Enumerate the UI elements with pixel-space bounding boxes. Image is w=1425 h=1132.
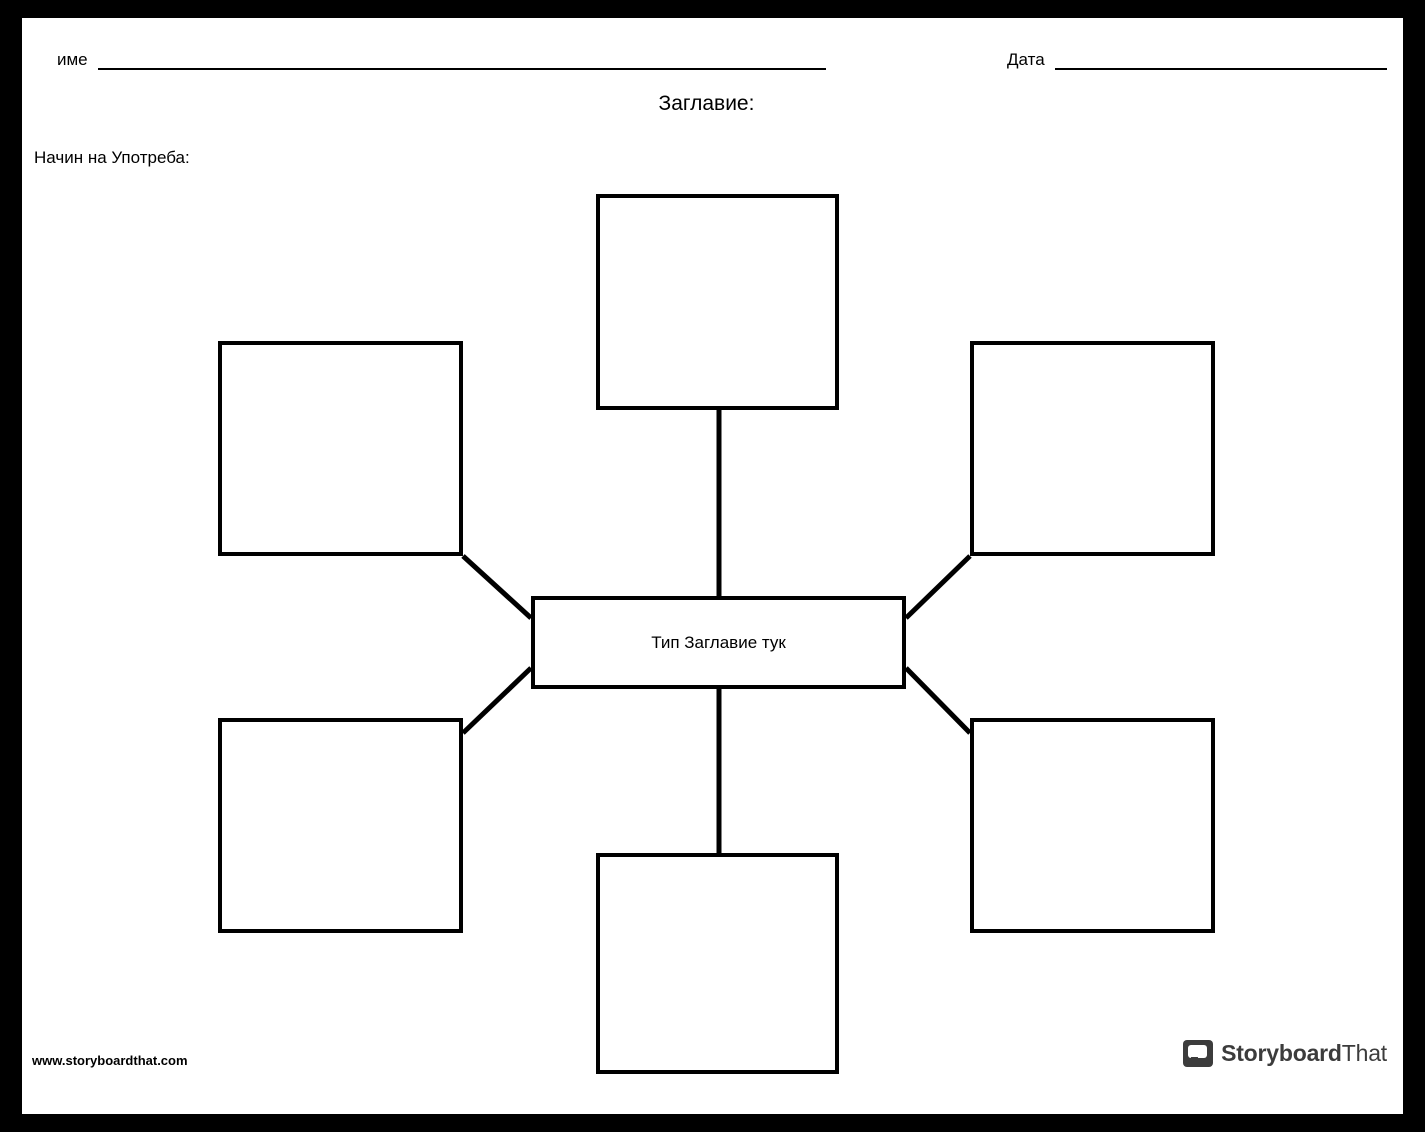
link-center-left-bottom: [463, 668, 531, 733]
date-label: Дата: [1007, 50, 1045, 69]
brand-wordmark-bold: Storyboard: [1221, 1040, 1342, 1066]
worksheet-page: [22, 18, 1403, 1114]
satellite-node-left-top[interactable]: [218, 341, 463, 556]
spider-map-diagram: [22, 18, 1403, 1114]
satellite-node-bottom[interactable]: [596, 853, 839, 1074]
satellite-node-top[interactable]: [596, 194, 839, 410]
satellite-node-right-bottom[interactable]: [970, 718, 1215, 933]
satellite-node-left-bottom[interactable]: [218, 718, 463, 933]
link-center-right-bottom: [906, 668, 970, 733]
link-center-right-top: [906, 556, 970, 618]
satellite-node-right-top[interactable]: [970, 341, 1215, 556]
link-center-left-top: [463, 556, 531, 618]
worksheet-title-text: Заглавие:: [658, 92, 755, 115]
worksheet-prompt: Начин на Употреба:: [34, 148, 190, 167]
footer-website-url: www.storyboardthat.com: [32, 1053, 188, 1068]
name-label: име: [57, 50, 88, 69]
center-node[interactable]: Тип Заглавие тук: [531, 596, 906, 689]
brand-wordmark-light: That: [1341, 1040, 1387, 1066]
